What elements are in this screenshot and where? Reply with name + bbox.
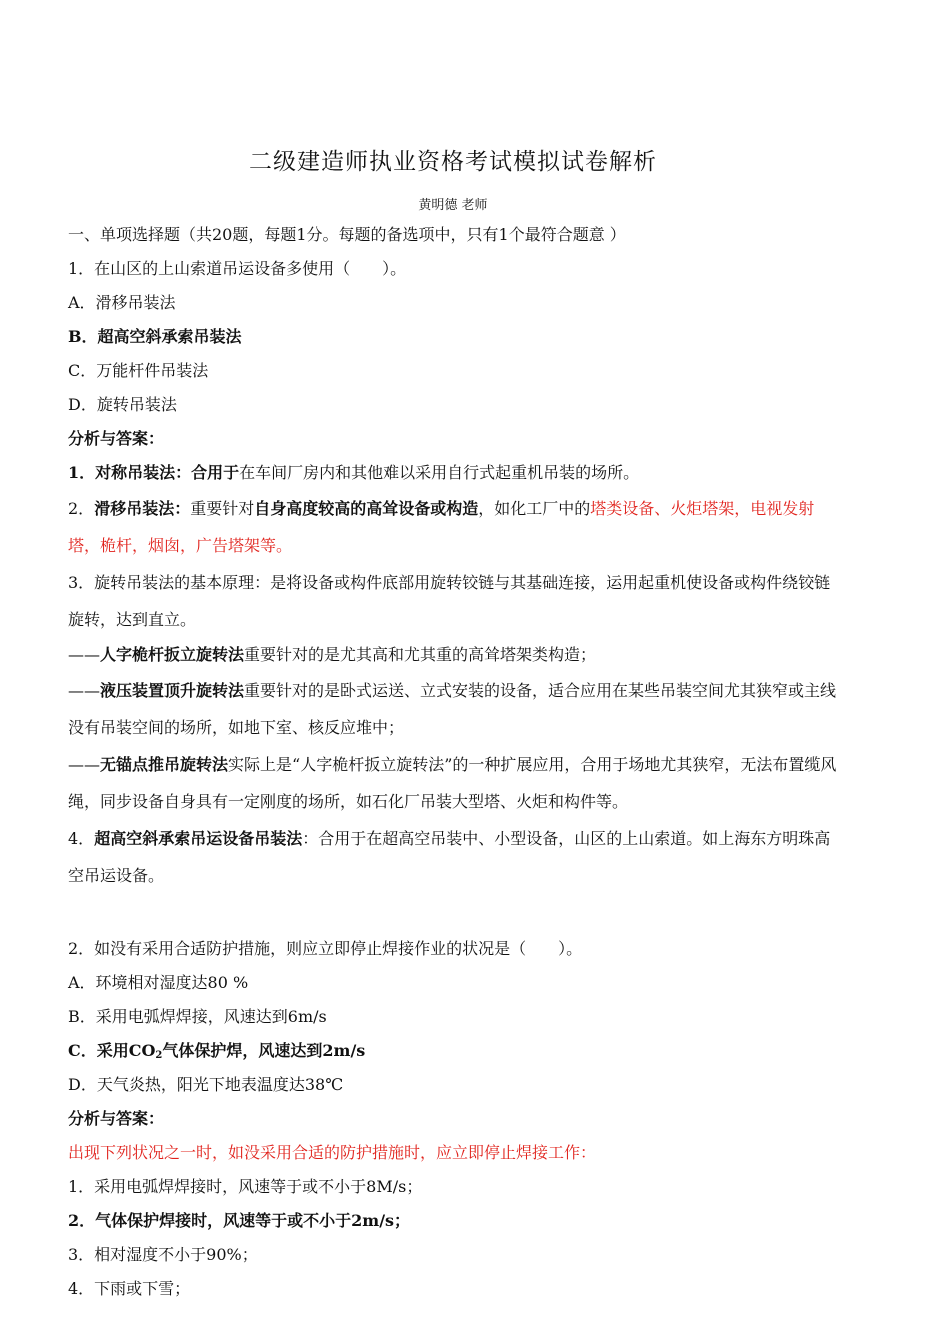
red-highlight: 塔类设备、火炬塔架，电视发射塔，桅杆，烟囱，广告塔架等。 xyxy=(68,499,815,555)
q2-point-3: 3．相对湿度不小于90%； xyxy=(68,1245,258,1264)
q1-analysis-point-3: 3．旋转吊装法的基本原理：是将设备或构件底部用旋转铰链与其基础连接，运用起重机使设备或构件绕铰链旋转，达到直立。 xyxy=(68,573,831,629)
q1-analysis-point-4 xyxy=(68,820,838,894)
q1-option-d: D．旋转吊装法 xyxy=(68,395,177,414)
dash: —— xyxy=(68,645,100,664)
subscript: 2 xyxy=(155,1050,163,1061)
q2-point-2: 2．气体保护焊接时，风速等于或不小于2m/s； xyxy=(68,1211,411,1230)
body-text: ，如化工厂中的 xyxy=(478,499,591,518)
paragraph-gap xyxy=(68,894,838,932)
question-1-stem: 1．在山区的上山索道吊运设备多使用（ ）。 xyxy=(68,259,407,278)
q2-point-4: 4．下雨或下雪； xyxy=(68,1279,191,1298)
q1-rotation-method-1 xyxy=(68,638,838,672)
body-text: 重要针对的是尤其高和尤其重的高耸塔架类构造； xyxy=(244,645,597,664)
q2-option-a: A．环境相对湿度达80 % xyxy=(68,973,249,992)
bold-term: 1．对称吊装法：合用于 xyxy=(68,463,240,482)
q2-analysis-title: 分析与答案： xyxy=(68,1109,165,1128)
point-number: 2． xyxy=(68,499,95,518)
question-2-stem: 2．如没有采用合适防护措施，则应立即停止焊接作业的状况是（ ）。 xyxy=(68,939,583,958)
q2-point-1: 1．采用电弧焊焊接时，风速等于或不小于8M/s； xyxy=(68,1177,423,1196)
body-text: 实际上是“人字桅杆扳立旋转法”的一种扩展应用，合用于场地尤其狭窄，无法布置缆风绳，同步设备自身具有一定刚度的场所，如石化厂吊装大型塔、火炬和构件等。 xyxy=(68,755,837,811)
body-text: 重要针对的是卧式运送、立式安装的设备，适合应用在某些吊装空间尤其狭窄或主线没有吊装空间的场所，如地下室、核反应堆中； xyxy=(68,681,837,737)
author-line: 黄明德 老师 xyxy=(418,198,488,213)
body-text: 在车间厂房内和其他难以采用自行式起重机吊装的场所。 xyxy=(239,463,640,482)
dash: —— xyxy=(68,755,100,774)
bold-term: 滑移吊装法： xyxy=(94,499,191,518)
bold-term: 无锚点推吊旋转法 xyxy=(100,755,229,774)
q1-option-c: C．万能杆件吊装法 xyxy=(68,361,209,380)
dash: —— xyxy=(68,681,100,700)
q1-analysis-point-2 xyxy=(68,490,838,564)
q1-rotation-method-2 xyxy=(68,672,838,746)
q1-option-a: A．滑移吊装法 xyxy=(68,293,176,312)
bold-term: 液压装置顶升旋转法 xyxy=(100,681,245,700)
option-text: 气体保护焊，风速达到2m/s xyxy=(162,1041,366,1060)
q1-rotation-method-3 xyxy=(68,746,838,820)
body-text: 重要针对 xyxy=(190,499,255,518)
q1-analysis-point-1 xyxy=(68,456,838,490)
bold-term: 自身高度较高的高耸设备或构造 xyxy=(254,499,479,518)
q2-red-intro: 出现下列状况之一时，如没采用合适的防护措施时，应立即停止焊接工作： xyxy=(68,1143,597,1162)
q1-option-b-answer: B．超高空斜承索吊装法 xyxy=(68,327,242,346)
body-text: ：合用于在超高空吊装中、小型设备，山区的上山索道。如上海东方明珠高空吊运设备。 xyxy=(68,829,831,885)
point-number: 4． xyxy=(68,829,95,848)
q2-option-c-answer xyxy=(68,1034,838,1068)
section-header: 一、单项选择题（共20题，每题1分。每题的备选项中，只有1个最符合题意 ） xyxy=(68,225,626,244)
q2-option-d: D．天气炎热，阳光下地表温度达38℃ xyxy=(68,1075,344,1094)
option-text: C．采用CO xyxy=(68,1041,156,1060)
bold-term: 超高空斜承索吊运设备吊装法 xyxy=(94,829,303,848)
page-title: 二级建造师执业资格考试模拟试卷解析 xyxy=(249,149,657,175)
q1-analysis-title: 分析与答案： xyxy=(68,429,165,448)
bold-term: 人字桅杆扳立旋转法 xyxy=(100,645,245,664)
q2-option-b: B．采用电弧焊焊接，风速达到6m/s xyxy=(68,1007,327,1026)
